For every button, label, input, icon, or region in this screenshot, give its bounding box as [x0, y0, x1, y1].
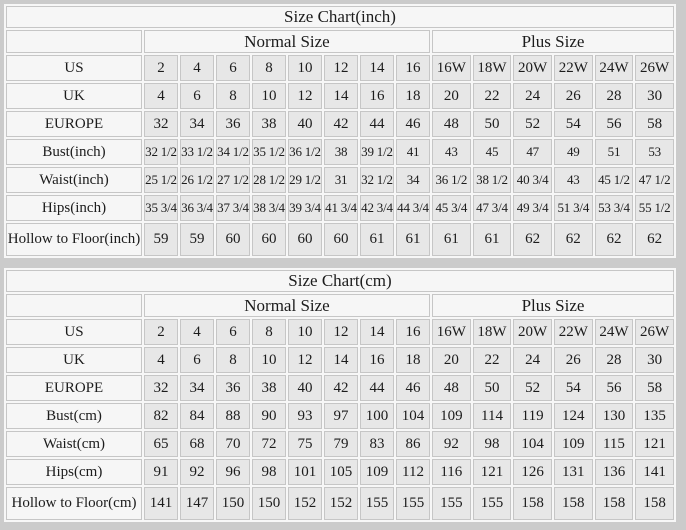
value-cell: 4 — [180, 319, 214, 345]
value-cell: 43 — [432, 139, 471, 165]
value-cell: 100 — [360, 403, 394, 429]
value-cell: 12 — [324, 55, 358, 81]
plus-size-header: Plus Size — [432, 294, 674, 317]
value-cell: 105 — [324, 459, 358, 485]
value-cell: 24W — [595, 319, 634, 345]
table-row — [6, 111, 674, 137]
value-cell: 135 — [635, 403, 674, 429]
value-cell: 34 — [180, 111, 214, 137]
value-cell: 16 — [360, 83, 394, 109]
value-cell: 24W — [595, 55, 634, 81]
value-cell: 8 — [216, 347, 250, 373]
value-cell: 44 3/4 — [396, 195, 430, 221]
value-cell: 36 — [216, 375, 250, 401]
value-cell: 32 1/2 — [360, 167, 394, 193]
value-cell: 47 3/4 — [473, 195, 512, 221]
value-cell: 72 — [252, 431, 286, 457]
value-cell: 32 — [144, 375, 178, 401]
value-cell: 10 — [252, 83, 286, 109]
value-cell: 28 1/2 — [252, 167, 286, 193]
value-cell: 12 — [288, 347, 322, 373]
value-cell: 33 1/2 — [180, 139, 214, 165]
row-label: US — [6, 319, 142, 345]
value-cell: 136 — [595, 459, 634, 485]
value-cell: 114 — [473, 403, 512, 429]
table-title-row — [6, 6, 674, 28]
value-cell: 6 — [180, 347, 214, 373]
value-cell: 34 — [180, 375, 214, 401]
value-cell: 40 — [288, 375, 322, 401]
value-cell: 54 — [554, 111, 593, 137]
row-label: UK — [6, 347, 142, 373]
value-cell: 14 — [360, 319, 394, 345]
value-cell: 58 — [635, 111, 674, 137]
value-cell: 46 — [396, 111, 430, 137]
value-cell: 10 — [288, 319, 322, 345]
value-cell: 50 — [473, 111, 512, 137]
value-cell: 26 — [554, 347, 593, 373]
row-label: US — [6, 55, 142, 81]
value-cell: 155 — [432, 487, 471, 520]
value-cell: 47 — [513, 139, 552, 165]
value-cell: 47 1/2 — [635, 167, 674, 193]
value-cell: 109 — [360, 459, 394, 485]
value-cell: 14 — [324, 347, 358, 373]
value-cell: 147 — [180, 487, 214, 520]
row-label: Hollow to Floor(inch) — [6, 223, 142, 256]
value-cell: 34 1/2 — [216, 139, 250, 165]
value-cell: 115 — [595, 431, 634, 457]
table-row — [6, 459, 674, 485]
value-cell: 62 — [554, 223, 593, 256]
value-cell: 61 — [473, 223, 512, 256]
row-label: EUROPE — [6, 111, 142, 137]
value-cell: 4 — [144, 83, 178, 109]
normal-size-header: Normal Size — [144, 294, 430, 317]
value-cell: 131 — [554, 459, 593, 485]
value-cell: 60 — [288, 223, 322, 256]
value-cell: 20W — [513, 319, 552, 345]
value-cell: 22 — [473, 83, 512, 109]
value-cell: 18W — [473, 55, 512, 81]
value-cell: 84 — [180, 403, 214, 429]
value-cell: 104 — [513, 431, 552, 457]
value-cell: 101 — [288, 459, 322, 485]
size-chart-cm-table — [4, 268, 676, 522]
value-cell: 14 — [360, 55, 394, 81]
row-label: Waist(cm) — [6, 431, 142, 457]
value-cell: 40 3/4 — [513, 167, 552, 193]
value-cell: 35 3/4 — [144, 195, 178, 221]
value-cell: 49 — [554, 139, 593, 165]
value-cell: 16 — [396, 319, 430, 345]
value-cell: 22W — [554, 319, 593, 345]
value-cell: 20W — [513, 55, 552, 81]
value-cell: 10 — [252, 347, 286, 373]
table-row — [6, 319, 674, 345]
value-cell: 75 — [288, 431, 322, 457]
value-cell: 25 1/2 — [144, 167, 178, 193]
table-title: Size Chart(cm) — [6, 270, 674, 292]
value-cell: 34 — [396, 167, 430, 193]
value-cell: 55 1/2 — [635, 195, 674, 221]
value-cell: 8 — [252, 319, 286, 345]
value-cell: 155 — [473, 487, 512, 520]
size-group-header-row — [6, 30, 674, 53]
size-chart-inch-table — [4, 4, 676, 258]
value-cell: 37 3/4 — [216, 195, 250, 221]
value-cell: 8 — [216, 83, 250, 109]
size-chart-cm-body — [6, 270, 674, 520]
corner-cell — [6, 294, 142, 317]
value-cell: 51 3/4 — [554, 195, 593, 221]
value-cell: 40 — [288, 111, 322, 137]
value-cell: 42 — [324, 375, 358, 401]
value-cell: 52 — [513, 111, 552, 137]
value-cell: 42 3/4 — [360, 195, 394, 221]
value-cell: 62 — [595, 223, 634, 256]
value-cell: 26W — [635, 55, 674, 81]
value-cell: 126 — [513, 459, 552, 485]
value-cell: 121 — [635, 431, 674, 457]
value-cell: 155 — [360, 487, 394, 520]
normal-size-header: Normal Size — [144, 30, 430, 53]
value-cell: 18 — [396, 347, 430, 373]
value-cell: 32 1/2 — [144, 139, 178, 165]
value-cell: 48 — [432, 375, 471, 401]
value-cell: 109 — [432, 403, 471, 429]
value-cell: 119 — [513, 403, 552, 429]
value-cell: 44 — [360, 111, 394, 137]
table-row — [6, 83, 674, 109]
value-cell: 45 — [473, 139, 512, 165]
value-cell: 97 — [324, 403, 358, 429]
plus-size-header: Plus Size — [432, 30, 674, 53]
value-cell: 24 — [513, 83, 552, 109]
value-cell: 16 — [396, 55, 430, 81]
table-row — [6, 347, 674, 373]
value-cell: 150 — [252, 487, 286, 520]
value-cell: 27 1/2 — [216, 167, 250, 193]
value-cell: 8 — [252, 55, 286, 81]
value-cell: 52 — [513, 375, 552, 401]
value-cell: 152 — [324, 487, 358, 520]
value-cell: 56 — [595, 111, 634, 137]
value-cell: 61 — [396, 223, 430, 256]
corner-cell — [6, 30, 142, 53]
value-cell: 6 — [216, 55, 250, 81]
row-label: EUROPE — [6, 375, 142, 401]
value-cell: 116 — [432, 459, 471, 485]
value-cell: 12 — [324, 319, 358, 345]
value-cell: 83 — [360, 431, 394, 457]
value-cell: 28 — [595, 83, 634, 109]
value-cell: 4 — [144, 347, 178, 373]
value-cell: 56 — [595, 375, 634, 401]
value-cell: 16W — [432, 55, 471, 81]
row-label: Bust(cm) — [6, 403, 142, 429]
value-cell: 65 — [144, 431, 178, 457]
value-cell: 43 — [554, 167, 593, 193]
size-group-header-row — [6, 294, 674, 317]
value-cell: 26 — [554, 83, 593, 109]
row-label: Hips(inch) — [6, 195, 142, 221]
value-cell: 36 1/2 — [432, 167, 471, 193]
value-cell: 26W — [635, 319, 674, 345]
value-cell: 93 — [288, 403, 322, 429]
value-cell: 28 — [595, 347, 634, 373]
value-cell: 109 — [554, 431, 593, 457]
value-cell: 2 — [144, 55, 178, 81]
value-cell: 45 3/4 — [432, 195, 471, 221]
value-cell: 12 — [288, 83, 322, 109]
value-cell: 104 — [396, 403, 430, 429]
size-chart-inch-body — [6, 6, 674, 256]
value-cell: 91 — [144, 459, 178, 485]
table-row — [6, 375, 674, 401]
value-cell: 68 — [180, 431, 214, 457]
value-cell: 31 — [324, 167, 358, 193]
value-cell: 10 — [288, 55, 322, 81]
value-cell: 58 — [635, 375, 674, 401]
value-cell: 158 — [635, 487, 674, 520]
value-cell: 20 — [432, 347, 471, 373]
value-cell: 51 — [595, 139, 634, 165]
table-title-row — [6, 270, 674, 292]
value-cell: 50 — [473, 375, 512, 401]
value-cell: 60 — [324, 223, 358, 256]
value-cell: 24 — [513, 347, 552, 373]
value-cell: 158 — [595, 487, 634, 520]
table-row — [6, 139, 674, 165]
value-cell: 2 — [144, 319, 178, 345]
value-cell: 45 1/2 — [595, 167, 634, 193]
value-cell: 53 3/4 — [595, 195, 634, 221]
row-label: UK — [6, 83, 142, 109]
table-title: Size Chart(inch) — [6, 6, 674, 28]
value-cell: 18 — [396, 83, 430, 109]
value-cell: 14 — [324, 83, 358, 109]
value-cell: 53 — [635, 139, 674, 165]
value-cell: 62 — [635, 223, 674, 256]
value-cell: 18W — [473, 319, 512, 345]
value-cell: 6 — [180, 83, 214, 109]
value-cell: 60 — [252, 223, 286, 256]
value-cell: 29 1/2 — [288, 167, 322, 193]
value-cell: 38 — [252, 111, 286, 137]
value-cell: 41 — [396, 139, 430, 165]
value-cell: 88 — [216, 403, 250, 429]
value-cell: 54 — [554, 375, 593, 401]
value-cell: 61 — [360, 223, 394, 256]
row-label: Hollow to Floor(cm) — [6, 487, 142, 520]
value-cell: 26 1/2 — [180, 167, 214, 193]
value-cell: 20 — [432, 83, 471, 109]
value-cell: 155 — [396, 487, 430, 520]
value-cell: 30 — [635, 83, 674, 109]
value-cell: 82 — [144, 403, 178, 429]
value-cell: 38 — [252, 375, 286, 401]
table-row — [6, 403, 674, 429]
value-cell: 92 — [180, 459, 214, 485]
value-cell: 124 — [554, 403, 593, 429]
value-cell: 35 1/2 — [252, 139, 286, 165]
value-cell: 49 3/4 — [513, 195, 552, 221]
value-cell: 38 1/2 — [473, 167, 512, 193]
value-cell: 98 — [252, 459, 286, 485]
value-cell: 16 — [360, 347, 394, 373]
value-cell: 92 — [432, 431, 471, 457]
value-cell: 41 3/4 — [324, 195, 358, 221]
row-label: Hips(cm) — [6, 459, 142, 485]
table-row — [6, 55, 674, 81]
value-cell: 46 — [396, 375, 430, 401]
value-cell: 61 — [432, 223, 471, 256]
value-cell: 6 — [216, 319, 250, 345]
value-cell: 38 — [324, 139, 358, 165]
value-cell: 36 1/2 — [288, 139, 322, 165]
value-cell: 59 — [180, 223, 214, 256]
value-cell: 112 — [396, 459, 430, 485]
value-cell: 141 — [635, 459, 674, 485]
value-cell: 39 1/2 — [360, 139, 394, 165]
value-cell: 22W — [554, 55, 593, 81]
table-row — [6, 167, 674, 193]
value-cell: 86 — [396, 431, 430, 457]
value-cell: 4 — [180, 55, 214, 81]
value-cell: 44 — [360, 375, 394, 401]
value-cell: 16W — [432, 319, 471, 345]
row-label: Waist(inch) — [6, 167, 142, 193]
value-cell: 59 — [144, 223, 178, 256]
value-cell: 150 — [216, 487, 250, 520]
value-cell: 62 — [513, 223, 552, 256]
value-cell: 96 — [216, 459, 250, 485]
value-cell: 152 — [288, 487, 322, 520]
value-cell: 22 — [473, 347, 512, 373]
value-cell: 158 — [554, 487, 593, 520]
value-cell: 70 — [216, 431, 250, 457]
value-cell: 48 — [432, 111, 471, 137]
value-cell: 121 — [473, 459, 512, 485]
value-cell: 79 — [324, 431, 358, 457]
value-cell: 158 — [513, 487, 552, 520]
value-cell: 36 — [216, 111, 250, 137]
value-cell: 42 — [324, 111, 358, 137]
value-cell: 141 — [144, 487, 178, 520]
table-row — [6, 195, 674, 221]
value-cell: 39 3/4 — [288, 195, 322, 221]
value-cell: 60 — [216, 223, 250, 256]
row-label: Bust(inch) — [6, 139, 142, 165]
table-row — [6, 223, 674, 256]
value-cell: 38 3/4 — [252, 195, 286, 221]
value-cell: 30 — [635, 347, 674, 373]
value-cell: 36 3/4 — [180, 195, 214, 221]
value-cell: 32 — [144, 111, 178, 137]
value-cell: 130 — [595, 403, 634, 429]
value-cell: 90 — [252, 403, 286, 429]
table-row — [6, 431, 674, 457]
table-row — [6, 487, 674, 520]
value-cell: 98 — [473, 431, 512, 457]
